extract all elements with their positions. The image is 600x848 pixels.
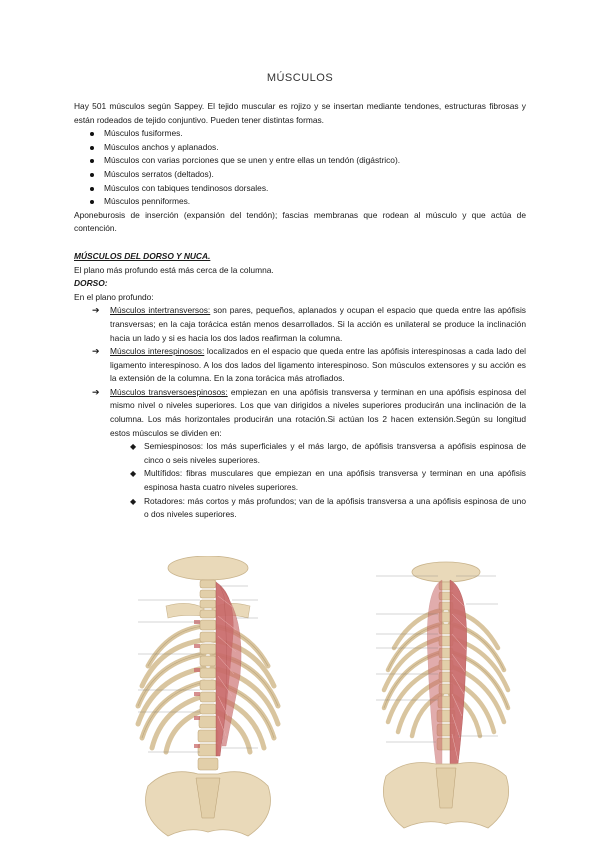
list-item: Músculos con varias porciones que se unen y entre ellas un tendón (digástrico). bbox=[74, 154, 526, 168]
spine-muscles-illustration-left bbox=[108, 556, 308, 846]
plane-paragraph: El plano más profundo está más cerca de la columna. bbox=[74, 264, 274, 275]
arrow-right-icon: ➔ bbox=[92, 346, 100, 357]
list-item: ◆ Multífidos: fibras musculares que empiezan en una apófisis transversa y terminan en una apófisis espinosa hasta cuatro niveles superiores. bbox=[130, 468, 526, 493]
bullet-icon bbox=[90, 146, 94, 150]
aponeurosis-paragraph: Aponeburosis de inserción (expansión del tendón); fascias membranas que rodean al músculo y que actúa de contención. bbox=[74, 209, 526, 234]
intro-paragraph: Hay 501 músculos según Sappey. El tejido muscular es rojizo y se insertan mediante tendones, estructuras fibrosas y están rodeados de tejido conjuntivo. Pueden tener distintas formas. bbox=[74, 101, 526, 125]
list-item: ◆ Rotadores: más cortos y más profundos; van de la apófisis transversa a una apófisis espinosa de uno o dos niveles superiores. bbox=[130, 495, 526, 520]
bullet-icon bbox=[90, 132, 94, 136]
muscle-list bbox=[74, 304, 526, 522]
muscle-forms-list bbox=[74, 127, 526, 209]
subtype-list bbox=[110, 440, 526, 522]
bullet-icon bbox=[90, 159, 94, 163]
list-item: Músculos con tabiques tendinosos dorsales. bbox=[74, 182, 526, 196]
deep-plane-paragraph: En el plano profundo: bbox=[74, 291, 154, 302]
diamond-bullet-icon: ◆ bbox=[130, 469, 137, 479]
list-item: Músculos serratos (deltados). bbox=[74, 168, 526, 182]
spine-muscles-illustration-right bbox=[366, 550, 526, 844]
list-item: Músculos anchos y aplanados. bbox=[74, 141, 526, 155]
diamond-bullet-icon: ◆ bbox=[130, 442, 137, 452]
arrow-right-icon: ➔ bbox=[92, 386, 100, 397]
list-item: ◆ Semiespinosos: los más superficiales y el más largo, de apófisis transversa a apófisis espinosa de cinco o seis niveles superiores. bbox=[130, 441, 526, 465]
bullet-icon bbox=[90, 173, 94, 177]
body-text bbox=[74, 100, 526, 522]
diamond-bullet-icon: ◆ bbox=[130, 496, 137, 506]
bullet-icon bbox=[90, 187, 94, 191]
list-item: Músculos penniformes. bbox=[74, 195, 526, 209]
bullet-icon bbox=[90, 200, 94, 204]
page-title: MÚSCULOS bbox=[266, 72, 334, 84]
list-item: Músculos fusiformes. bbox=[74, 127, 526, 141]
arrow-right-icon: ➔ bbox=[92, 305, 100, 316]
list-item: ➔ Músculos interespinosos: localizados en el espacio que queda entre las apófisis interespinosas a cada lado del ligamento interespinoso. A los dos lados del ligamento interespinoso. Son músculos extensores y su acción es la extensión de la columna. En la zona torácica más atrofiados. bbox=[92, 346, 526, 384]
list-item: ➔ Músculos transversoespinosos: empiezan en una apófisis transversa y terminan en una apófisis espinosa del mismo nivel o niveles superiores. Los que van dirigidos a niveles superiores producirán una inclinación de la columna. Los más horizontales producirán una rotación.Si actúan los 2 hacen extensión.Según su longitud estos músculos se dividen en: ◆ Semiespinosos: los más superficiales y el más largo, de apófisis transversa a apófisis espinosa de cinco o seis niveles superiores. ◆ Multífidos: fibras musculares que empiezan en una apófisis transversa y terminan en una apófisis espinosa hasta cuatro niveles superiores. ◆ Rotadores: más cortos y más profundos; van de la apófisis transversa a una apófisis espinosa de uno o dos niveles superiores. bbox=[74, 386, 526, 522]
list-item: ➔ Músculos intertransversos: son pares, pequeños, aplanados y ocupan el espacio que queda entre las apófisis transversas; en la caja torácica están menos desarrollados. Si la acción es unilateral se produce la inclinación hacia un lado y si es hacia los dos lados reafirman la columna. bbox=[92, 305, 526, 343]
dorso-heading: DORSO: bbox=[74, 278, 108, 289]
section-heading: MÚSCULOS DEL DORSO Y NUCA. bbox=[74, 250, 211, 261]
